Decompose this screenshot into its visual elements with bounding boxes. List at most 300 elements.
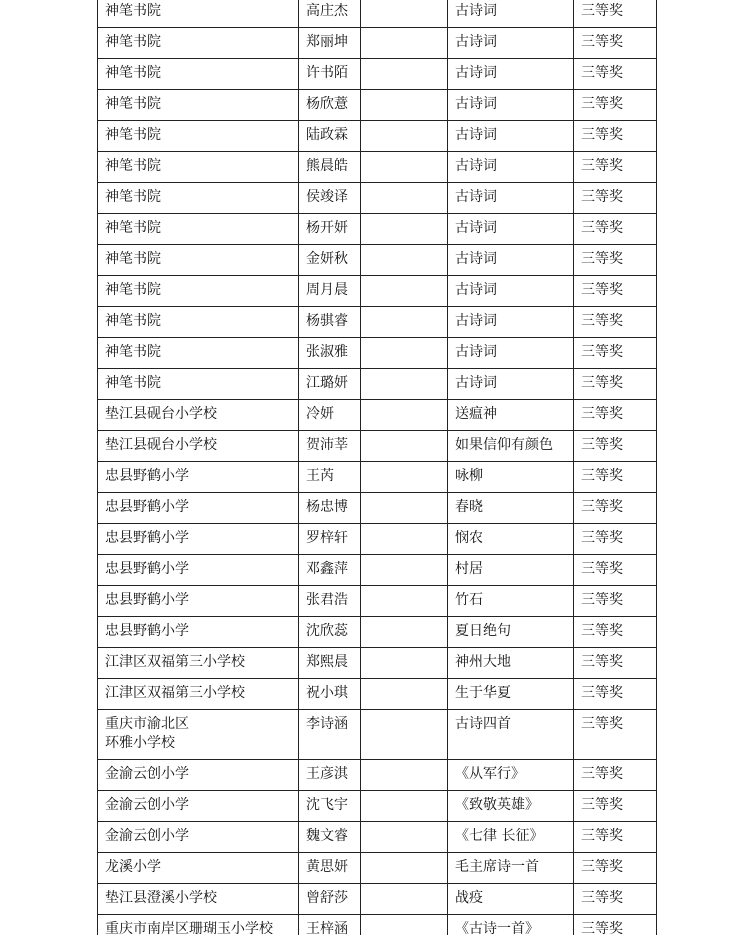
- school-cell: [98, 245, 299, 276]
- award-level-cell: [574, 183, 657, 214]
- work-title-cell-text: 古诗词: [455, 65, 497, 81]
- student-name-cell-text: 张淑雅: [306, 344, 348, 360]
- school-cell-text: 垫江县砚台小学校: [105, 406, 217, 422]
- empty-cell: [361, 822, 448, 853]
- school-cell-text: 龙溪小学: [105, 859, 161, 875]
- school-cell-text: 忠县野鹤小学: [105, 623, 189, 639]
- work-title-cell-text: 《从军行》: [455, 766, 525, 782]
- work-title-cell: [448, 0, 574, 28]
- work-title-cell: [448, 214, 574, 245]
- table-row: [98, 338, 657, 369]
- award-table-body: [98, 0, 657, 935]
- award-table: [97, 0, 657, 935]
- student-name-cell-text: 杨忠博: [306, 499, 348, 515]
- school-cell: [98, 28, 299, 59]
- school-cell-text: 重庆市南岸区珊瑚玉小学校: [105, 921, 273, 935]
- student-name-cell: [299, 28, 361, 59]
- empty-cell: [361, 617, 448, 648]
- student-name-cell-text: 许书陌: [306, 65, 348, 81]
- table-row: [98, 462, 657, 493]
- table-row: [98, 822, 657, 853]
- student-name-cell: [299, 121, 361, 152]
- student-name-cell-text: 郑丽坤: [306, 34, 348, 50]
- student-name-cell-text: 沈飞宇: [306, 797, 348, 813]
- table-row: [98, 493, 657, 524]
- student-name-cell-text: 王梓涵: [306, 921, 348, 935]
- award-level-cell: [574, 462, 657, 493]
- work-title-cell: [448, 90, 574, 121]
- award-level-cell-text: 三等奖: [581, 654, 623, 670]
- work-title-cell: [448, 915, 574, 935]
- school-cell: [98, 710, 299, 760]
- work-title-cell: [448, 152, 574, 183]
- empty-cell: [361, 121, 448, 152]
- school-cell-text: 神笔书院: [105, 127, 161, 143]
- table-row: [98, 884, 657, 915]
- empty-cell: [361, 791, 448, 822]
- student-name-cell: [299, 369, 361, 400]
- school-cell: [98, 59, 299, 90]
- empty-cell: [361, 915, 448, 935]
- work-title-cell: [448, 307, 574, 338]
- award-level-cell: [574, 245, 657, 276]
- award-level-cell-text: 三等奖: [581, 158, 623, 174]
- work-title-cell-text: 毛主席诗一首: [455, 859, 539, 875]
- school-cell: [98, 400, 299, 431]
- student-name-cell: [299, 400, 361, 431]
- work-title-cell-text: 古诗词: [455, 251, 497, 267]
- award-level-cell-text: 三等奖: [581, 685, 623, 701]
- empty-cell: [361, 493, 448, 524]
- empty-cell: [361, 307, 448, 338]
- work-title-cell-text: 如果信仰有颜色: [455, 437, 553, 453]
- student-name-cell-text: 周月晨: [306, 282, 348, 298]
- award-level-cell-text: 三等奖: [581, 189, 623, 205]
- school-cell-text: 垫江县澄溪小学校: [105, 890, 217, 906]
- empty-cell: [361, 276, 448, 307]
- award-level-cell: [574, 915, 657, 935]
- award-level-cell-text: 三等奖: [581, 406, 623, 422]
- award-level-cell: [574, 152, 657, 183]
- work-title-cell-text: 《七律 长征》: [455, 828, 544, 844]
- student-name-cell-text: 侯竣译: [306, 189, 348, 205]
- empty-cell: [361, 679, 448, 710]
- school-cell: [98, 884, 299, 915]
- empty-cell: [361, 369, 448, 400]
- work-title-cell: [448, 822, 574, 853]
- empty-cell: [361, 853, 448, 884]
- award-level-cell: [574, 28, 657, 59]
- work-title-cell: [448, 245, 574, 276]
- work-title-cell-text: 战疫: [455, 890, 483, 906]
- award-level-cell-text: 三等奖: [581, 282, 623, 298]
- award-level-cell-text: 三等奖: [581, 797, 623, 813]
- empty-cell: [361, 0, 448, 28]
- award-level-cell: [574, 648, 657, 679]
- student-name-cell-text: 王彦淇: [306, 766, 348, 782]
- award-level-cell: [574, 214, 657, 245]
- work-title-cell: [448, 28, 574, 59]
- student-name-cell: [299, 462, 361, 493]
- award-level-cell: [574, 710, 657, 760]
- student-name-cell-text: 王芮: [306, 468, 334, 484]
- award-level-cell: [574, 90, 657, 121]
- work-title-cell-text: 《古诗一首》: [455, 921, 539, 935]
- award-level-cell-text: 三等奖: [581, 3, 623, 19]
- student-name-cell: [299, 59, 361, 90]
- school-cell: [98, 276, 299, 307]
- award-level-cell-text: 三等奖: [581, 561, 623, 577]
- table-row: [98, 760, 657, 791]
- work-title-cell-text: 竹石: [455, 592, 483, 608]
- school-cell-text: 神笔书院: [105, 344, 161, 360]
- student-name-cell: [299, 679, 361, 710]
- work-title-cell-text: 古诗词: [455, 158, 497, 174]
- award-level-cell-text: 三等奖: [581, 859, 623, 875]
- empty-cell: [361, 152, 448, 183]
- award-level-cell-text: 三等奖: [581, 220, 623, 236]
- student-name-cell-text: 杨欣薏: [306, 96, 348, 112]
- table-row: [98, 524, 657, 555]
- award-level-cell: [574, 679, 657, 710]
- award-level-cell: [574, 59, 657, 90]
- table-row: [98, 853, 657, 884]
- school-cell-text: 江津区双福第三小学校: [105, 685, 245, 701]
- award-level-cell-text: 三等奖: [581, 468, 623, 484]
- student-name-cell-text: 曾舒莎: [306, 890, 348, 906]
- work-title-cell: [448, 791, 574, 822]
- work-title-cell-text: 神州大地: [455, 654, 511, 670]
- award-level-cell-text: 三等奖: [581, 251, 623, 267]
- work-title-cell-text: 古诗词: [455, 189, 497, 205]
- school-cell-text: 神笔书院: [105, 375, 161, 391]
- table-row: [98, 369, 657, 400]
- student-name-cell-text: 张君浩: [306, 592, 348, 608]
- table-row: [98, 679, 657, 710]
- empty-cell: [361, 214, 448, 245]
- table-row: [98, 152, 657, 183]
- empty-cell: [361, 710, 448, 760]
- empty-cell: [361, 400, 448, 431]
- table-row: [98, 915, 657, 935]
- student-name-cell: [299, 853, 361, 884]
- award-level-cell-text: 三等奖: [581, 828, 623, 844]
- table-row: [98, 617, 657, 648]
- student-name-cell-text: 江璐妍: [306, 375, 348, 391]
- school-cell-text: 忠县野鹤小学: [105, 499, 189, 515]
- work-title-cell: [448, 183, 574, 214]
- student-name-cell: [299, 307, 361, 338]
- student-name-cell: [299, 276, 361, 307]
- award-level-cell-text: 三等奖: [581, 344, 623, 360]
- work-title-cell: [448, 462, 574, 493]
- award-level-cell: [574, 307, 657, 338]
- award-level-cell-text: 三等奖: [581, 313, 623, 329]
- award-level-cell-text: 三等奖: [581, 127, 623, 143]
- student-name-cell-text: 贺沛莘: [306, 437, 348, 453]
- school-cell: [98, 915, 299, 935]
- work-title-cell-text: 古诗词: [455, 313, 497, 329]
- school-cell: [98, 152, 299, 183]
- student-name-cell: [299, 152, 361, 183]
- award-level-cell: [574, 760, 657, 791]
- award-level-cell: [574, 121, 657, 152]
- student-name-cell: [299, 214, 361, 245]
- table-row: [98, 791, 657, 822]
- empty-cell: [361, 338, 448, 369]
- table-row: [98, 586, 657, 617]
- school-cell: [98, 679, 299, 710]
- work-title-cell: [448, 555, 574, 586]
- school-cell: [98, 555, 299, 586]
- school-cell: [98, 822, 299, 853]
- award-level-cell: [574, 853, 657, 884]
- work-title-cell: [448, 648, 574, 679]
- table-row: [98, 121, 657, 152]
- school-cell-text: 神笔书院: [105, 282, 161, 298]
- school-cell: [98, 431, 299, 462]
- award-level-cell-text: 三等奖: [581, 375, 623, 391]
- work-title-cell-text: 村居: [455, 561, 483, 577]
- school-cell-text: 忠县野鹤小学: [105, 561, 189, 577]
- empty-cell: [361, 59, 448, 90]
- work-title-cell: [448, 431, 574, 462]
- school-cell-text: 神笔书院: [105, 96, 161, 112]
- student-name-cell-text: 陆政霖: [306, 127, 348, 143]
- school-cell-text: 神笔书院: [105, 3, 161, 19]
- school-cell: [98, 791, 299, 822]
- award-level-cell: [574, 884, 657, 915]
- student-name-cell: [299, 822, 361, 853]
- table-row: [98, 555, 657, 586]
- award-level-cell: [574, 555, 657, 586]
- school-cell-text: 忠县野鹤小学: [105, 592, 189, 608]
- work-title-cell: [448, 710, 574, 760]
- table-row: [98, 245, 657, 276]
- table-row: [98, 214, 657, 245]
- empty-cell: [361, 648, 448, 679]
- student-name-cell-text: 邓鑫萍: [306, 561, 348, 577]
- student-name-cell-text: 杨开妍: [306, 220, 348, 236]
- work-title-cell: [448, 617, 574, 648]
- student-name-cell: [299, 183, 361, 214]
- table-row: [98, 431, 657, 462]
- award-level-cell: [574, 524, 657, 555]
- school-cell: [98, 760, 299, 791]
- student-name-cell-text: 祝小琪: [306, 685, 348, 701]
- table-row: [98, 276, 657, 307]
- school-cell-text: 金渝云创小学: [105, 797, 189, 813]
- table-row: [98, 400, 657, 431]
- student-name-cell-text: 郑熙晨: [306, 654, 348, 670]
- work-title-cell: [448, 121, 574, 152]
- school-cell: [98, 0, 299, 28]
- school-cell-text: 神笔书院: [105, 189, 161, 205]
- work-title-cell-text: 古诗词: [455, 282, 497, 298]
- award-level-cell: [574, 617, 657, 648]
- award-level-cell: [574, 400, 657, 431]
- award-level-cell-text: 三等奖: [581, 890, 623, 906]
- school-cell: [98, 338, 299, 369]
- award-level-cell-text: 三等奖: [581, 34, 623, 50]
- student-name-cell: [299, 915, 361, 935]
- student-name-cell-text: 冷妍: [306, 406, 334, 422]
- empty-cell: [361, 431, 448, 462]
- student-name-cell: [299, 760, 361, 791]
- table-row: [98, 90, 657, 121]
- student-name-cell-text: 魏文睿: [306, 828, 348, 844]
- work-title-cell-text: 《致敬英雄》: [455, 797, 539, 813]
- school-cell-text: 江津区双福第三小学校: [105, 654, 245, 670]
- school-cell: [98, 853, 299, 884]
- work-title-cell: [448, 524, 574, 555]
- school-cell: [98, 648, 299, 679]
- work-title-cell: [448, 493, 574, 524]
- student-name-cell-text: 杨骐睿: [306, 313, 348, 329]
- school-cell-text: 神笔书院: [105, 34, 161, 50]
- school-cell: [98, 524, 299, 555]
- work-title-cell-text: 送瘟神: [455, 406, 497, 422]
- student-name-cell: [299, 710, 361, 760]
- school-cell: [98, 121, 299, 152]
- award-level-cell: [574, 791, 657, 822]
- work-title-cell: [448, 760, 574, 791]
- work-title-cell-text: 古诗词: [455, 344, 497, 360]
- student-name-cell: [299, 617, 361, 648]
- school-cell: [98, 369, 299, 400]
- school-cell-text: 重庆市渝北区 环雅小学校: [105, 716, 189, 751]
- school-cell-text: 神笔书院: [105, 65, 161, 81]
- award-level-cell-text: 三等奖: [581, 623, 623, 639]
- student-name-cell: [299, 648, 361, 679]
- school-cell: [98, 617, 299, 648]
- student-name-cell-text: 沈欣蕊: [306, 623, 348, 639]
- table-row: [98, 648, 657, 679]
- school-cell-text: 金渝云创小学: [105, 828, 189, 844]
- student-name-cell: [299, 0, 361, 28]
- table-row: [98, 28, 657, 59]
- award-level-cell: [574, 369, 657, 400]
- student-name-cell-text: 李诗涵: [306, 716, 348, 732]
- award-level-cell: [574, 0, 657, 28]
- school-cell: [98, 462, 299, 493]
- work-title-cell-text: 古诗词: [455, 34, 497, 50]
- school-cell-text: 神笔书院: [105, 251, 161, 267]
- work-title-cell-text: 古诗词: [455, 96, 497, 112]
- award-level-cell-text: 三等奖: [581, 96, 623, 112]
- work-title-cell: [448, 586, 574, 617]
- work-title-cell-text: 古诗词: [455, 3, 497, 19]
- award-level-cell: [574, 431, 657, 462]
- empty-cell: [361, 760, 448, 791]
- school-cell: [98, 586, 299, 617]
- award-level-cell-text: 三等奖: [581, 766, 623, 782]
- school-cell-text: 金渝云创小学: [105, 766, 189, 782]
- student-name-cell-text: 熊晨皓: [306, 158, 348, 174]
- award-level-cell: [574, 586, 657, 617]
- school-cell-text: 神笔书院: [105, 220, 161, 236]
- empty-cell: [361, 462, 448, 493]
- award-level-cell-text: 三等奖: [581, 437, 623, 453]
- work-title-cell-text: 夏日绝句: [455, 623, 511, 639]
- school-cell-text: 神笔书院: [105, 158, 161, 174]
- work-title-cell-text: 悯农: [455, 530, 483, 546]
- empty-cell: [361, 245, 448, 276]
- work-title-cell: [448, 853, 574, 884]
- school-cell: [98, 214, 299, 245]
- empty-cell: [361, 524, 448, 555]
- award-level-cell-text: 三等奖: [581, 921, 623, 935]
- work-title-cell: [448, 679, 574, 710]
- school-cell-text: 垫江县砚台小学校: [105, 437, 217, 453]
- work-title-cell-text: 古诗词: [455, 127, 497, 143]
- work-title-cell: [448, 884, 574, 915]
- award-level-cell-text: 三等奖: [581, 65, 623, 81]
- table-row: [98, 0, 657, 28]
- school-cell-text: 忠县野鹤小学: [105, 468, 189, 484]
- award-level-cell-text: 三等奖: [581, 499, 623, 515]
- school-cell: [98, 90, 299, 121]
- student-name-cell: [299, 431, 361, 462]
- award-level-cell-text: 三等奖: [581, 716, 623, 732]
- work-title-cell-text: 春晓: [455, 499, 483, 515]
- school-cell: [98, 183, 299, 214]
- empty-cell: [361, 28, 448, 59]
- school-cell: [98, 307, 299, 338]
- empty-cell: [361, 884, 448, 915]
- empty-cell: [361, 90, 448, 121]
- award-level-cell-text: 三等奖: [581, 530, 623, 546]
- empty-cell: [361, 586, 448, 617]
- work-title-cell-text: 古诗词: [455, 220, 497, 236]
- award-level-cell: [574, 493, 657, 524]
- table-row: [98, 59, 657, 90]
- student-name-cell-text: 黄思妍: [306, 859, 348, 875]
- student-name-cell-text: 金妍秋: [306, 251, 348, 267]
- work-title-cell: [448, 400, 574, 431]
- work-title-cell: [448, 276, 574, 307]
- award-level-cell: [574, 822, 657, 853]
- work-title-cell: [448, 338, 574, 369]
- student-name-cell: [299, 90, 361, 121]
- work-title-cell-text: 生于华夏: [455, 685, 511, 701]
- student-name-cell: [299, 555, 361, 586]
- work-title-cell-text: 古诗词: [455, 375, 497, 391]
- award-level-cell: [574, 338, 657, 369]
- student-name-cell: [299, 493, 361, 524]
- work-title-cell: [448, 59, 574, 90]
- student-name-cell: [299, 791, 361, 822]
- student-name-cell: [299, 245, 361, 276]
- student-name-cell-text: 罗梓轩: [306, 530, 348, 546]
- student-name-cell: [299, 586, 361, 617]
- table-row: [98, 307, 657, 338]
- work-title-cell-text: 古诗四首: [455, 716, 511, 732]
- table-row: [98, 183, 657, 214]
- award-level-cell: [574, 276, 657, 307]
- work-title-cell: [448, 369, 574, 400]
- student-name-cell: [299, 338, 361, 369]
- student-name-cell: [299, 524, 361, 555]
- award-level-cell-text: 三等奖: [581, 592, 623, 608]
- table-row: [98, 710, 657, 760]
- student-name-cell-text: 高庄杰: [306, 3, 348, 19]
- empty-cell: [361, 555, 448, 586]
- work-title-cell-text: 咏柳: [455, 468, 483, 484]
- school-cell-text: 忠县野鹤小学: [105, 530, 189, 546]
- empty-cell: [361, 183, 448, 214]
- school-cell-text: 神笔书院: [105, 313, 161, 329]
